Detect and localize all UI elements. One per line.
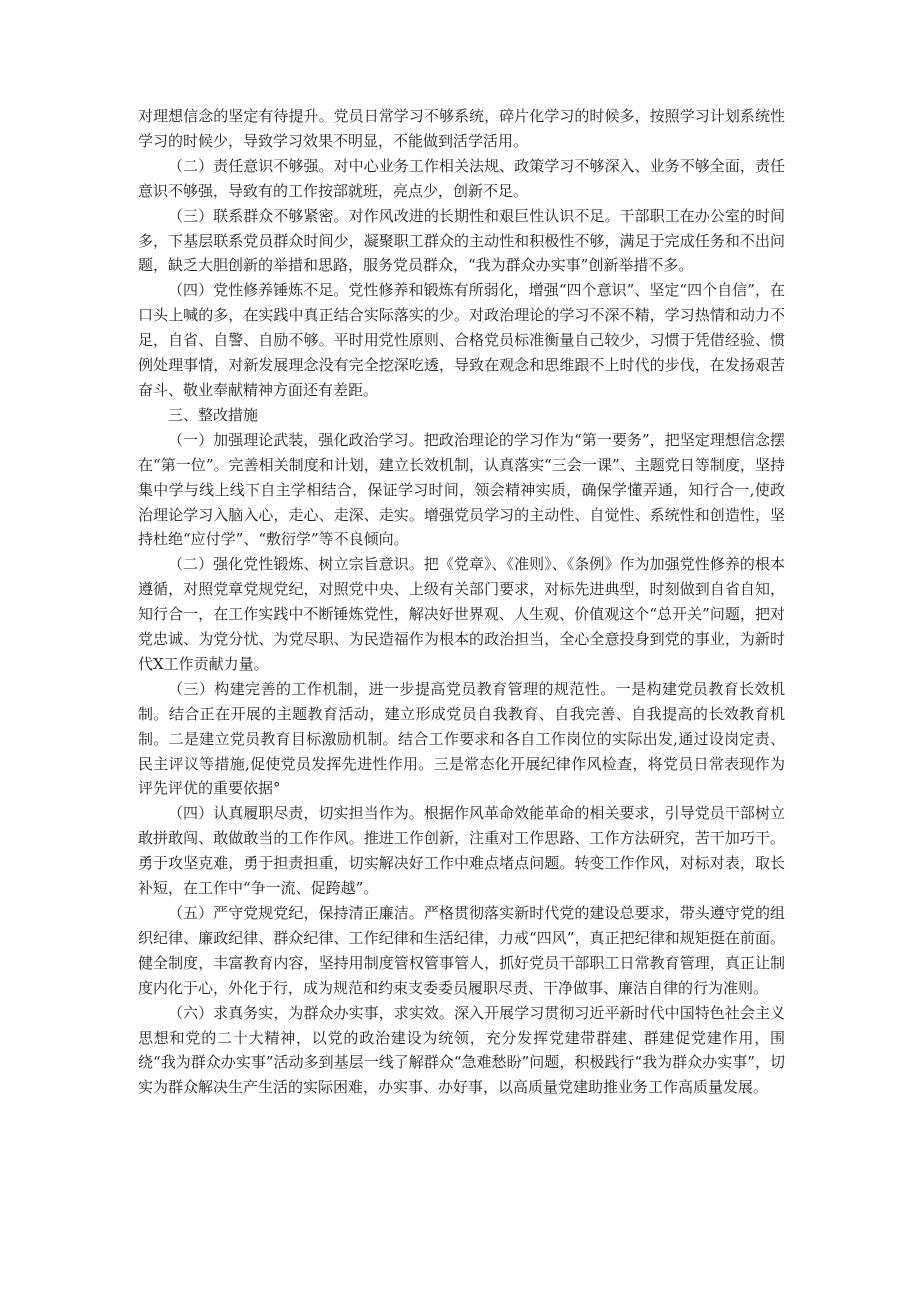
paragraph-measure-duty: （四）认真履职尽责，切实担当作为。根据作风革命效能革命的相关要求，引导党员干部树立敢拼敢闯、敢做敢当的工作作风。推进工作创新，注重对工作思路、工作方法研究，苦干加巧干。勇于攻坚克难，勇于担责担重，切实解决好工作中难点堵点问题。转变工作作风，对标对表，取长补短，在工作中“争一流、促跨越”。 <box>138 804 785 898</box>
document-body <box>138 104 785 1100</box>
section-heading-rectification: 三、整改措施 <box>168 405 259 424</box>
paragraph-continuation: 对理想信念的坚定有待提升。党员日常学习不够系统，碎片化学习的时候多，按照学习计划系统性学习的时候少，导致学习效果不明显，不能做到活学活用。 <box>138 107 785 150</box>
paragraph-measure-party-spirit: （二）强化党性锻炼、树立宗旨意识。把《党章》、《准则》、《条例》作为加强党性修养的根本遵循，对照党章党规党纪，对照党中央、上级有关部门要求，对标先进典型，时刻做到自省自知，知行合一，在工作实践中不断锤炼党性，解决好世界观、人生观、价值观这个“总开关”问题，把对党忠诚、为党分忧、为党尽职、为民造福作为根本的政治担当，全心全意投身到党的事业，为新时代X工作贡献力量。 <box>138 555 785 673</box>
paragraph-measure-practical: （六）求真务实，为群众办实事，求实效。深入开展学习贯彻习近平新时代中国特色社会主义思想和党的二十大精神，以党的政治建设为统领，充分发挥党建带群建、群建促党建作用，围绕“我为群众办实事”活动多到基层一线了解群众“急难愁盼”问题，积极践行“我为群众办实事”，切实为群众解决生产生活的实际困难，办实事、办好事，以高质量党建助推业务工作高质量发展。 <box>138 1003 785 1097</box>
paragraph-measure-mechanism: （三）构建完善的工作机制，进一步提高党员教育管理的规范性。一是构建党员教育长效机制。结合正在开展的主题教育活动，建立形成党员自我教育、自我完善、自我提高的长效教育机制。二是建立党员教育目标激励机制。结合工作要求和各自工作岗位的实际出发,通过设岗定责、民主评议等措施,促使党员发挥先进性作用。三是常态化开展纪律作风检查，将党员日常表现作为评先评优的重要依据° <box>138 679 785 798</box>
paragraph-mass-contact: （三）联系群众不够紧密。对作风改进的长期性和艰巨性认识不足。干部职工在办公室的时间多，下基层联系党员群众时间少，凝聚职工群众的主动性和积极性不够，满足于完成任务和不出问题，缺乏大胆创新的举措和思路，服务党员群众，“我为群众办实事”创新举措不多。 <box>138 206 785 275</box>
paragraph-measure-theory: （一）加强理论武装，强化政治学习。把政治理论的学习作为“第一要务”，把坚定理想信念摆在“第一位”。完善相关制度和计划，建立长效机制，认真落实“三会一课”、主题党日等制度，坚持集中学与线上线下自主学相结合，保证学习时间，领会精神实质，确保学懂弄通，知行合一,使政治理论学习入脑入心，走心、走深、走实。增强党员学习的主动性、自觉性、系统性和创造性，坚持杜绝“应付学”、“敷衍学”等不良倾向。 <box>138 430 785 549</box>
paragraph-responsibility: （二）责任意识不够强。对中心业务工作相关法规、政策学习不够深入、业务不够全面，责任意识不够强，导致有的工作按部就班，亮点少，创新不足。 <box>138 156 785 200</box>
paragraph-measure-discipline: （五）严守党规党纪，保持清正廉洁。严格贯彻落实新时代党的建设总要求，带头遵守党的组织纪律、廉政纪律、群众纪律、工作纪律和生活纪律，力戒“四风”，真正把纪律和规矩挺在前面。健全制度，丰富教育内容，坚持用制度管权管事管人，抓好党员干部职工日常教育管理，真正让制度内化于心，外化于行，成为规范和约束支委委员履职尽责、干净做事、廉洁自律的行为准则。 <box>138 904 785 997</box>
paragraph-party-cultivation: （四）党性修养锤炼不足。党性修养和锻炼有所弱化，增强“四个意识”、坚定“四个自信”，在口头上喊的多，在实践中真正结合实际落实的少。对政治理论的学习不深不精，学习热情和动力不足，自省、自警、自励不够。平时用党性原则、合格党员标准衡量自己较少，习惯于凭借经验、惯例处理事情，对新发展理念没有完全挖深吃透，导致在观念和思维跟不上时代的步伐，在发扬艰苦奋斗、敬业奉献精神方面还有差距。 <box>138 281 785 399</box>
